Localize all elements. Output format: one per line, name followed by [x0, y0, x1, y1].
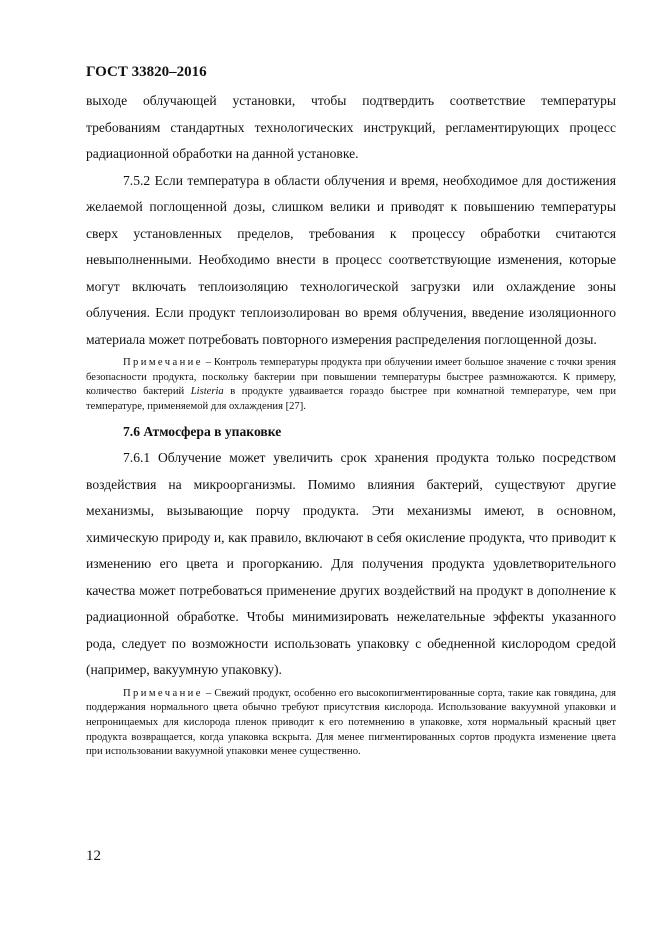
- note-text-a: Контроль температуры продукта при облучении имеет большое значение с точки зрения безопасности продукта, поскольку бактерии при повышении температуры быстрее размножаются. К примеру, количество бактерий: [86, 357, 616, 398]
- paragraph-7-6-1: 7.6.1 Облучение может увеличить срок хранения продукта только посредством воздействия на микроорганизмы. Помимо влияния бактерий, существуют другие механизмы, вызывающие порчу продукта. Эти механизмы имеют, в основном, химическую природу и, как правило, включают в себя окисление продукта, что приводит к изменению его цвета и прогорканию. Для получения продукта удовлетворительного качества может потребоваться применение других воздействий на продукт в дополнение к радиационной обработке. Чтобы минимизировать нежелательные эффекты указанного рода, следует по возможности использовать упаковку с обедненной кислородом средой (например, вакуумную упаковку).: [86, 450, 616, 678]
- note-dash: –: [202, 687, 215, 699]
- note-dash: –: [202, 357, 214, 368]
- note-text: Свежий продукт, особенно его высокопигментированные сорта, такие как говядина, для поддержания нормального цвета обычно требуют присутствия кислорода. Использование вакуумной упаковки и непроницаемых для кислорода пленок приводит к его потемнению в упаковке, хотя нормальный красный цвет продукта возвращается, когда упаковка вскрыта. Для менее пигментированных сортов продукта изменение цвета при использовании вакуумной упаковки менее существенно.: [86, 687, 616, 758]
- section-heading-7-6: 7.6 Атмосфера в упаковке: [123, 424, 282, 440]
- document-header: ГОСТ 33820–2016: [86, 64, 207, 80]
- page-number: 12: [86, 848, 101, 864]
- note-label: Примечание: [123, 687, 203, 699]
- note-text-b: в продукте удваивается гораздо быстрее при комнатной температуре, чем при температуре, применяемой для охлаждения [27].: [86, 386, 617, 412]
- note-temperature: [86, 356, 616, 414]
- document-page: [86, 62, 616, 765]
- paragraph-7-5-2: 7.5.2 Если температура в области облучения и время, необходимое для достижения желаемой поглощенной дозы, слишком велики и приводят к повышению температуры сверх установленных пределов, требования к процессу обработки считаются невыполненными. Необходимо внести в процесс соответствующие изменения, которые могут включать теплоизоляцию технологической загрузки или охлаждение зоны облучения. Если продукт теплоизолирован во время облучения, введение изоляционного материала может потребовать повторного измерения распределения поглощенной дозы.: [86, 172, 616, 347]
- note-italic-term: Listeria: [190, 386, 224, 398]
- paragraph-continuation: выходе облучающей установки, чтобы подтвердить соответствие температуры требованиям стандартных технологических инструкций, регламентирующих процесс радиационной обработки на данной установке.: [86, 93, 616, 161]
- note-label: Примечание: [123, 357, 203, 368]
- note-color: [86, 687, 616, 760]
